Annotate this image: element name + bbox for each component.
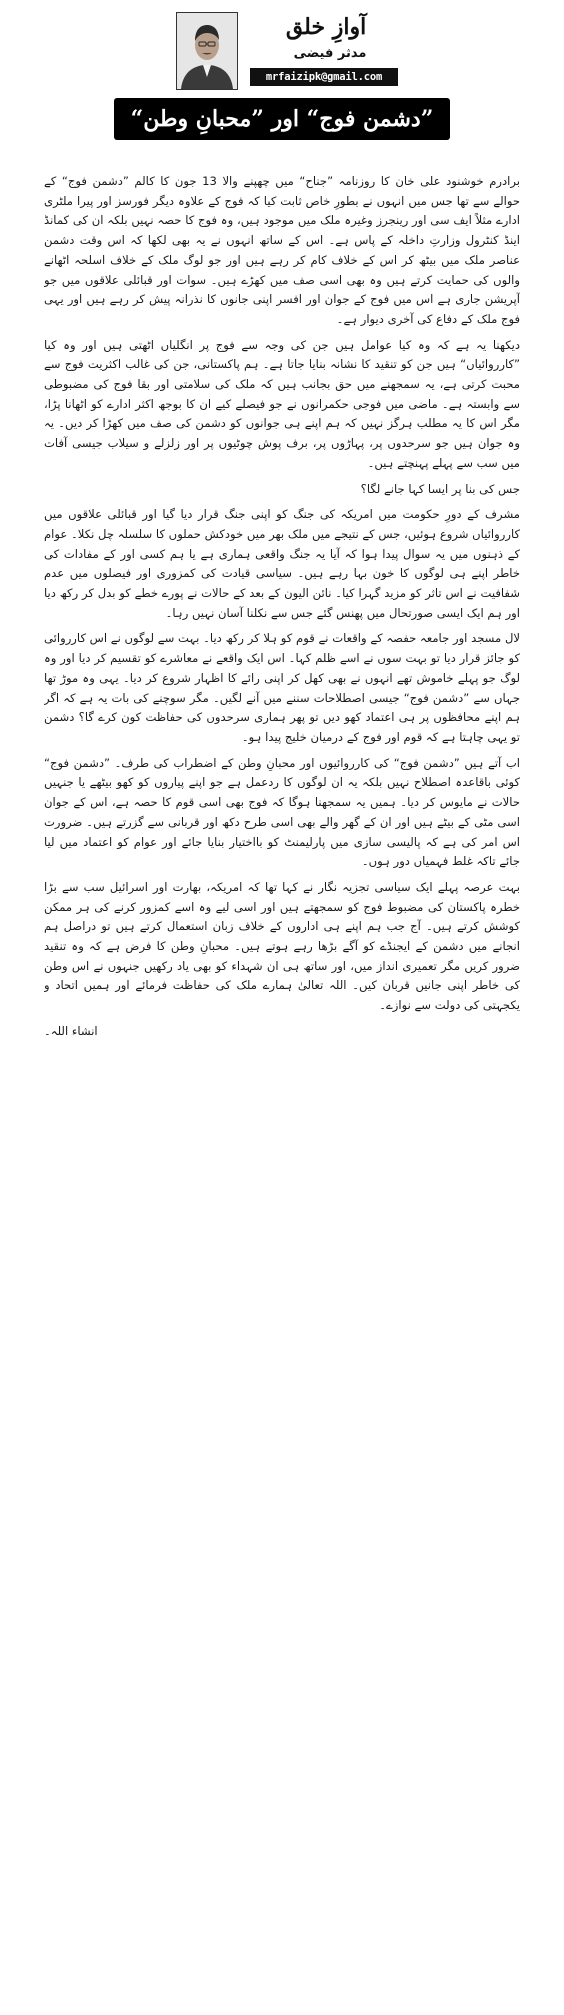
column-masthead <box>0 12 564 108</box>
closing-line: انشاء اللہ۔ <box>44 1023 98 1038</box>
author-portrait-icon <box>177 13 237 89</box>
article-headline: ”دشمن فوج“ اور ”محبانِ وطن“ <box>130 106 434 132</box>
paragraph: بہت عرصہ پہلے ایک سیاسی تجزیہ نگار نے کہا تھا کہ امریکہ، بھارت اور اسرائیل سب سے بڑا خطرہ پاکستان کی مضبوط فوج کو سمجھتے ہیں اور اسی لیے وہ اسے کمزور کرنے کی ہر ممکن کوشش کرتے ہیں۔ آج جب ہم اپنے ہی اداروں کے خلاف زبان استعمال کرتے ہیں تو دراصل ہم انجانے میں دشمن کے ایجنڈے کو آگے بڑھا رہے ہوتے ہیں۔ محبانِ وطن کا فرض ہے کہ وہ تنقید ضرور کریں مگر تعمیری انداز میں، اور ساتھ ہی ان شہداء کو بھی یاد رکھیں جنہوں نے اس وطن کی خاطر اپنی جانیں قربان کیں۔ اللہ تعالیٰ ہمارے ملک کی حفاظت فرمائے اور ہمیں اتحاد و یکجہتی کی دولت سے نوازے۔ <box>44 879 520 1013</box>
paragraph: لال مسجد اور جامعہ حفصہ کے واقعات نے قوم کو ہلا کر رکھ دیا۔ بہت سے لوگوں نے اس کارروائی کو جائز قرار دیا تو بہت سوں نے اسے ظلم کہا۔ اس ایک واقعے نے معاشرے کو تقسیم کر دیا اور وہ لوگ جو پہلے خاموش تھے انہوں نے بھی کھل کر اپنی رائے کا اظہار شروع کر دیا۔ یہی وہ موڑ تھا جہاں سے ”دشمن فوج“ جیسی اصطلاحات سننے میں آنے لگیں۔ مگر سوچنے کی بات یہ ہے کہ اگر ہم اپنے محافظوں پر ہی اعتماد کھو دیں تو پھر ہماری سرحدوں کی حفاظت کون کرے گا؟ دشمن تو یہی چاہتا ہے کہ قوم اور فوج کے درمیان خلیج پیدا ہو۔ <box>44 631 520 744</box>
paragraph: مشرف کے دورِ حکومت میں امریکہ کی جنگ کو اپنی جنگ قرار دیا گیا اور قبائلی علاقوں میں کارروائیاں شروع ہوئیں، جس کے نتیجے میں ملک بھر میں خودکش حملوں کا سلسلہ چل نکلا۔ عوام کے ذہنوں میں یہ سوال پیدا ہوا کہ آیا یہ جنگ واقعی ہماری ہے یا ہم کسی اور کے مفادات کی خاطر اپنے ہی لوگوں کا خون بہا رہے ہیں۔ سیاسی قیادت کی کمزوری اور فیصلوں میں عدم شفافیت نے اس تاثر کو مزید گہرا کیا۔ نائن الیون کے بعد کے حالات نے پورے خطے کو بدل کر رکھ دیا اور ہم ایک ایسی صورتحال میں پھنس گئے جس سے نکلنا آسان نہیں رہا۔ <box>44 507 520 620</box>
paragraph: برادرم خوشنود علی خان کا روزنامہ ”جناح“ میں چھپنے والا 13 جون کا کالم ”دشمن فوج“ کے حوالے سے تھا جس میں انہوں نے بطورِ خاص ثابت کیا کہ فوج کے علاوہ دیگر فورسز اور پیرا ملٹری ادارے مثلاً ایف سی اور رینجرز وغیرہ ملک میں موجود ہیں، وہ فوج کا حصہ نہیں بلکہ ان کی کمانڈ اینڈ کنٹرول وزارتِ داخلہ کے پاس ہے۔ اس کے ساتھ انہوں نے یہ بھی لکھا کہ اس وقت دشمن عناصر ملک میں بیٹھ کر اس کے خلاف کام کر رہے ہیں اور جو لوگ ملک کے خلاف اسلحہ اٹھانے والوں کی حمایت کرتے ہیں وہ بھی اسی صف میں کھڑے ہیں۔ سوات اور قبائلی علاقوں میں جو آپریشن جاری ہے اس میں فوج کے جوان اور افسر اپنی جانوں کا نذرانہ پیش کر رہے ہیں اور یہی فوج ملک کے دفاع کی آخری دیوار ہے۔ <box>44 174 520 326</box>
paragraph: اب آتے ہیں ”دشمن فوج“ کی کارروائیوں اور محبانِ وطن کے اضطراب کی طرف۔ ”دشمن فوج“ کوئی باقاعدہ اصطلاح نہیں بلکہ یہ ان لوگوں کا ردعمل ہے جو اپنے پیاروں کو کھو بیٹھے یا جنہیں حالات نے مایوس کر دیا۔ ہمیں یہ سمجھنا ہوگا کہ فوج بھی اسی قوم کا حصہ ہے، اس کے جوان اسی مٹی کے بیٹے ہیں اور ان کے گھر والے بھی اسی طرح دکھ اور قربانی سے گزرتے ہیں۔ ضرورت اس امر کی ہے کہ پالیسی سازی میں پارلیمنٹ کو بااختیار بنایا جائے اور عوام کو اعتماد میں لیا جائے تاکہ غلط فہمیاں دور ہوں۔ <box>44 755 520 869</box>
paragraph: جس کی بنا پر ایسا کہا جانے لگا؟ <box>360 481 520 496</box>
column-name: آوازِ خلق <box>285 14 367 40</box>
paragraph: دیکھنا یہ ہے کہ وہ کیا عوامل ہیں جن کی وجہ سے فوج پر انگلیاں اٹھتی ہیں اور وہ کیا ”کارروائیاں“ ہیں جن کو تنقید کا نشانہ بنایا جاتا ہے۔ ہم پاکستانی، جن کی غالب اکثریت فوج سے محبت کرتی ہے، یہ سمجھنے میں حق بجانب ہیں کہ ملک کی سلامتی اور بقا فوج کی مضبوطی سے وابستہ ہے۔ ماضی میں فوجی حکمرانوں نے جو فیصلے کیے ان کا بوجھ اکثر ادارے کو اٹھانا پڑا، مگر اس کا یہ مطلب ہرگز نہیں کہ ہم اپنے ہی جوانوں کو دشمن کی صف میں کھڑا کر دیں۔ یہ وہ جوان ہیں جو سرحدوں پر، پہاڑوں پر، برف پوش چوٹیوں پر اور زلزلے و سیلاب جیسی آفات میں سب سے پہلے پہنچتے ہیں۔ <box>44 337 520 470</box>
article-body <box>44 172 520 2000</box>
headline-banner <box>114 98 450 140</box>
author-name: مدثر فیضی <box>293 46 367 61</box>
author-photo <box>176 12 238 90</box>
author-email[interactable]: mrfaizipk@gmail.com <box>250 68 398 86</box>
